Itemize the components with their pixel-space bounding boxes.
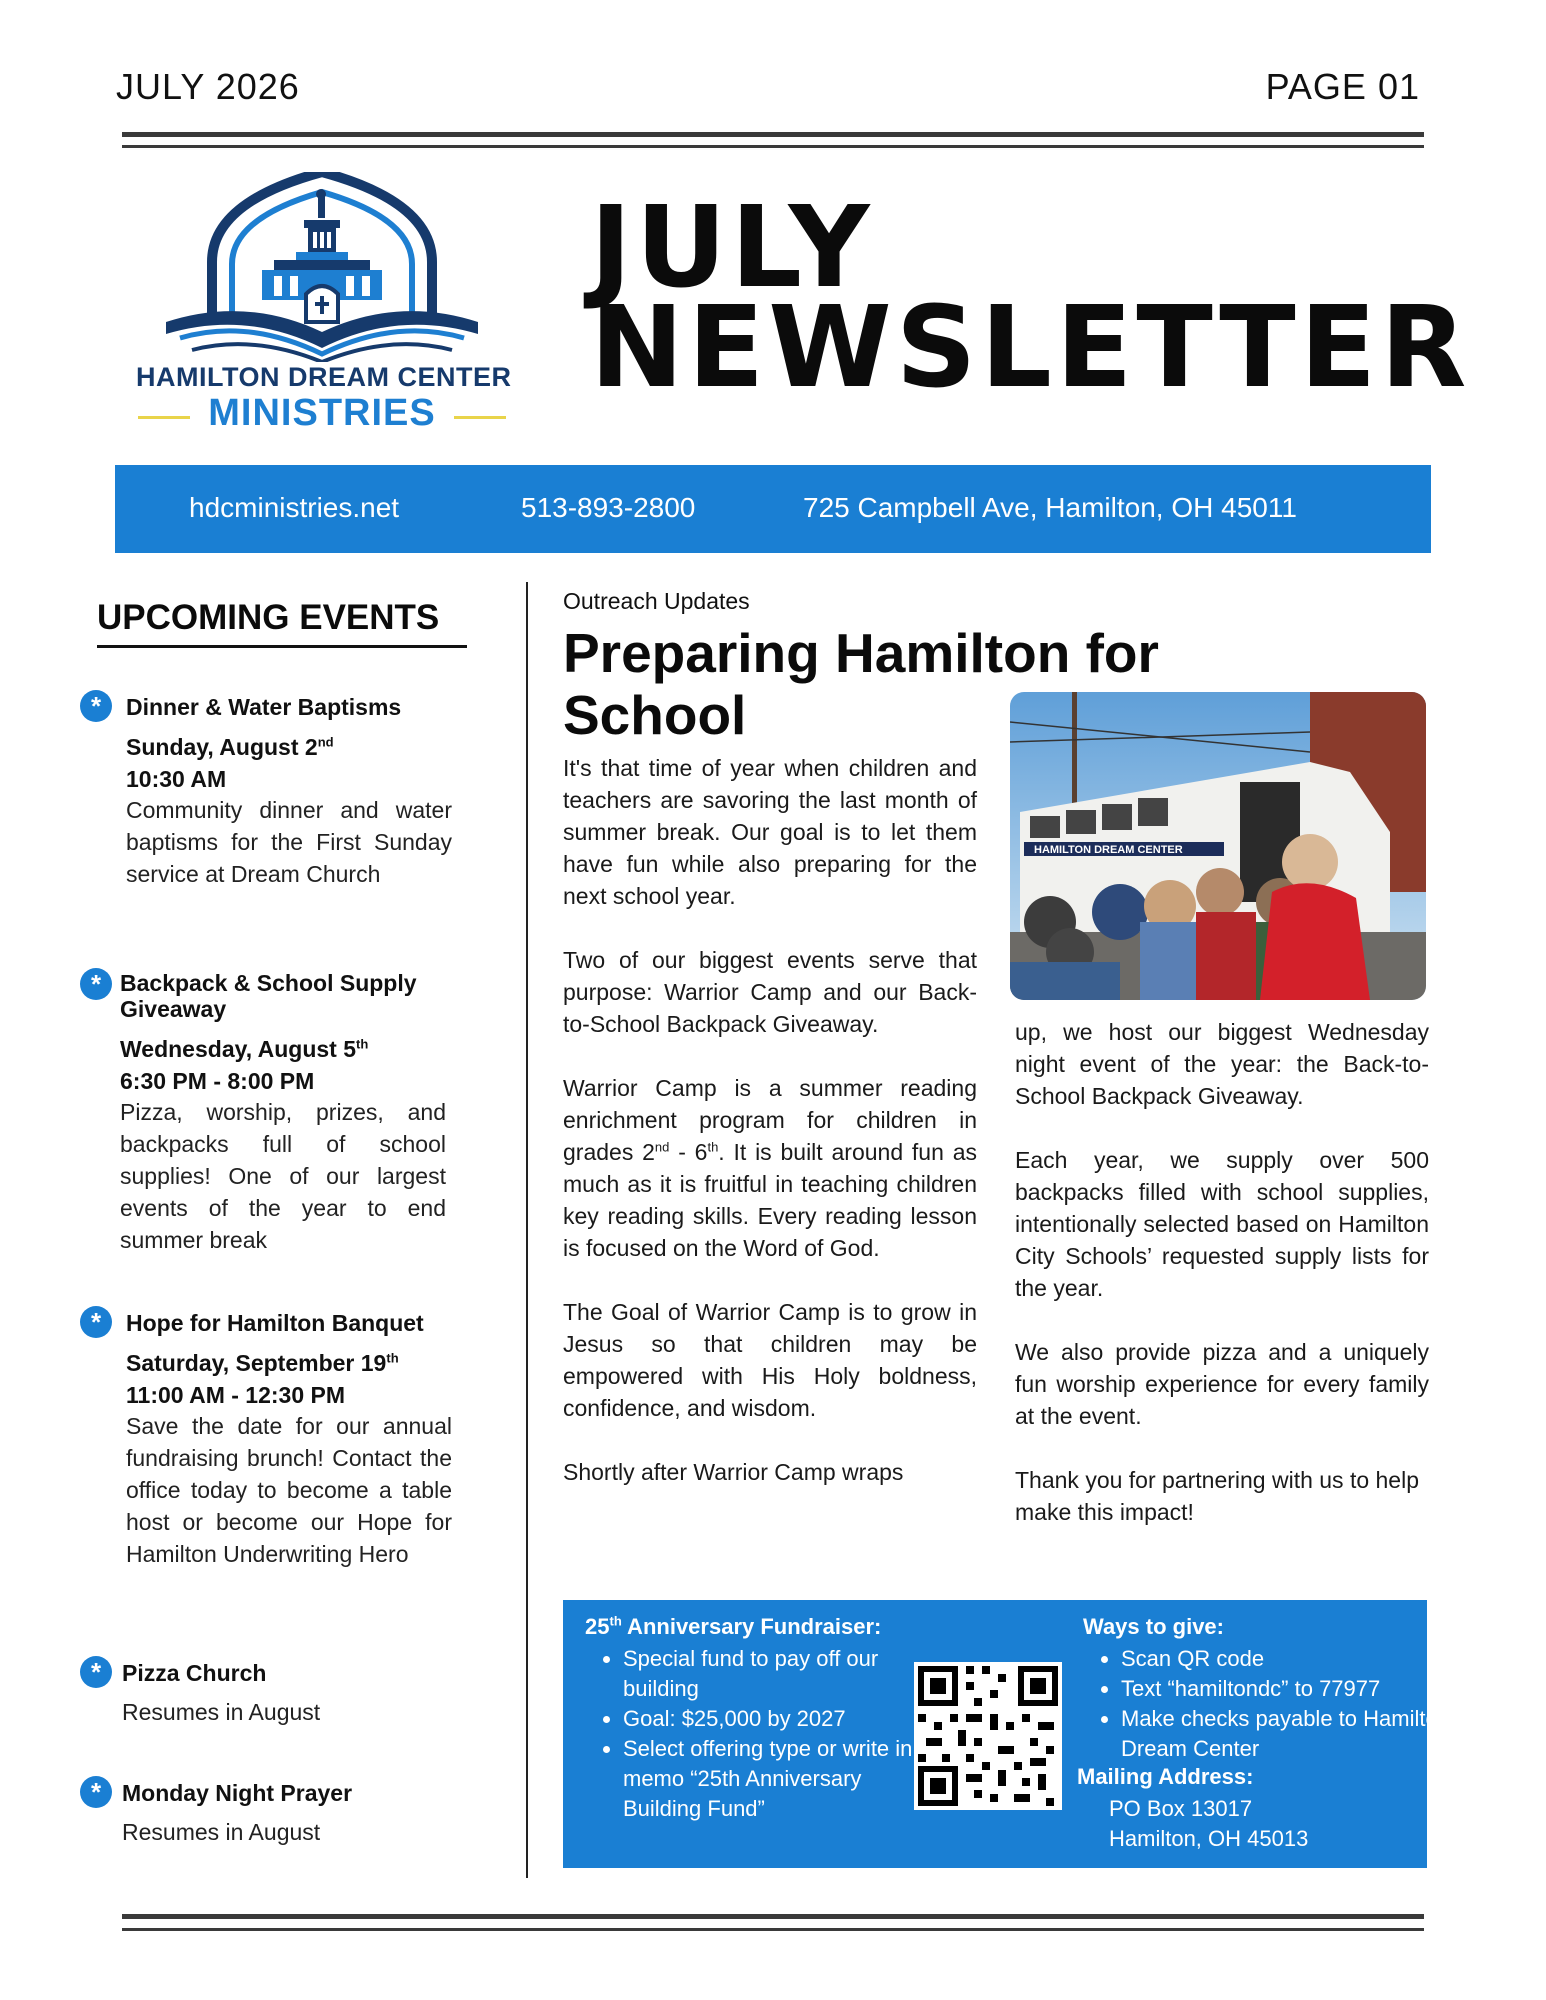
ways-to-give-heading: Ways to give:: [1083, 1614, 1224, 1639]
event-hope-banquet: [80, 1304, 460, 1624]
ways-to-give-list: [1093, 1644, 1451, 1764]
title-line2: NEWSLETTER: [590, 283, 1471, 413]
asterisk-bullet-icon: *: [80, 1776, 112, 1808]
list-item: • Select offering type or write in memo “25th Anniversary Building Fund”: [623, 1734, 919, 1824]
event-title: Dinner & Water Baptisms: [126, 694, 402, 720]
event-backpack-giveaway: [80, 966, 460, 1266]
event-title: Hope for Hamilton Banquet: [126, 1310, 424, 1336]
street-address: 725 Campbell Ave, Hamilton, OH 45011: [803, 492, 1297, 523]
header-rule-thick: [122, 132, 1424, 137]
event-time: 11:00 AM - 12:30 PM: [126, 1382, 346, 1408]
svg-text:HAMILTON DREAM CENTER: HAMILTON DREAM CENTER: [1034, 844, 1183, 856]
paragraph: up, we host our biggest Wednesday night event of the year: the Back-to-School Backpack Giveaway.: [1015, 1019, 1429, 1109]
event-date: Sunday, August 2nd: [126, 734, 334, 760]
event-description: Community dinner and water baptisms for the First Sunday service at Dream Church: [126, 797, 452, 887]
headline-line2: School: [563, 684, 747, 746]
event-description: Resumes in August: [122, 1699, 321, 1725]
paragraph: Shortly after Warrior Camp wraps: [563, 1459, 904, 1485]
page-number: PAGE 01: [1265, 66, 1420, 107]
phone-number[interactable]: 513-893-2800: [521, 492, 696, 523]
article-right-column: [1015, 1016, 1429, 1560]
event-time: 10:30 AM: [126, 766, 227, 792]
event-date: Saturday, September 19th: [126, 1350, 399, 1376]
list-item: • Goal: $25,000 by 2027: [623, 1704, 919, 1734]
fundraiser-heading: 25th Anniversary Fundraiser:: [585, 1613, 882, 1639]
paragraph: Two of our biggest events serve that purpose: Warrior Camp and our Back-to-School Backpack Giveaway.: [563, 947, 977, 1037]
issue-date: JULY 2026: [116, 66, 300, 107]
address-line2: Hamilton, OH 45013: [1109, 1826, 1309, 1851]
article-left-column: [563, 752, 977, 1520]
contact-bar: [115, 465, 1431, 553]
list-item: • Text “hamiltondc” to 77977: [1121, 1674, 1451, 1704]
list-item: • Scan QR code: [1121, 1644, 1451, 1674]
header-rule-thin: [122, 145, 1424, 148]
event-dinner-baptisms: [80, 688, 460, 928]
footer-rule-thin: [122, 1928, 1424, 1931]
paragraph: The Goal of Warrior Camp is to grow in Jesus so that children may be empowered with His Holy boldness, confidence, and wisdom.: [563, 1299, 977, 1421]
list-item: • Make checks payable to Hamilton Dream Center: [1121, 1704, 1451, 1764]
fundraiser-box: [563, 1600, 1450, 1868]
school-bus-photo-icon: [1010, 692, 1426, 1000]
website-link[interactable]: hdcministries.net: [189, 492, 400, 523]
logo-dash-right: [454, 416, 506, 419]
bus-photo: [1010, 692, 1426, 1000]
column-divider: [526, 582, 528, 1878]
paragraph: We also provide pizza and a uniquely fun worship experience for every family at the event.: [1015, 1339, 1429, 1429]
headline-line1: Preparing Hamilton for: [563, 622, 1159, 684]
asterisk-bullet-icon: *: [80, 690, 112, 722]
event-title: Pizza Church: [122, 1660, 267, 1686]
church-arch-logo-icon: [136, 172, 508, 362]
paragraph: Thank you for partnering with us to help make this impact!: [1015, 1467, 1420, 1525]
logo-text-line1: HAMILTON DREAM CENTER: [136, 362, 512, 392]
address-line1: PO Box 13017: [1109, 1796, 1253, 1821]
event-description: Save the date for our annual fundraising brunch! Contact the office today to become a table host or become our Hope for Hamilton Underwriting Hero: [126, 1413, 452, 1567]
event-title: Backpack & School Supply Giveaway: [120, 970, 417, 1022]
mailing-address: [1109, 1794, 1308, 1854]
logo-text-line2: MINISTRIES: [208, 392, 436, 434]
newsletter-title: [590, 183, 1471, 413]
paragraph: It's that time of year when children and teachers are savoring the last month of summer break. Our goal is to let them have fun while also preparing for the next school year.: [563, 755, 977, 909]
event-date: Wednesday, August 5th: [120, 1036, 369, 1062]
qr-code-icon[interactable]: [914, 1662, 1062, 1810]
logo: [136, 172, 512, 436]
paragraph: Each year, we supply over 500 backpacks filled with school supplies, intentionally selected based on Hamilton City Schools’ requested supply lists for the year.: [1015, 1147, 1429, 1301]
asterisk-bullet-icon: *: [80, 1306, 112, 1338]
event-monday-prayer: [80, 1774, 460, 1854]
event-description: Pizza, worship, prizes, and backpacks full of school supplies! One of our largest events of the year to end summer break: [120, 1099, 446, 1253]
event-time: 6:30 PM - 8:00 PM: [120, 1068, 315, 1094]
event-pizza-church: [80, 1654, 460, 1734]
title-line1: JULY: [590, 183, 874, 313]
list-item: • Special fund to pay off our building: [623, 1644, 919, 1704]
event-title: Monday Night Prayer: [122, 1780, 353, 1806]
asterisk-bullet-icon: *: [80, 1656, 112, 1688]
footer-rule-thick: [122, 1914, 1424, 1919]
article-kicker: Outreach Updates: [563, 588, 750, 614]
events-heading: UPCOMING EVENTS: [97, 598, 440, 637]
paragraph: Warrior Camp is a summer reading enrichment program for children in grades 2nd - 6th. It is built around fun as much as it is fruitful in teaching children key reading skills. Every reading lesson is focused on the Word of God.: [563, 1075, 977, 1261]
mailing-address-heading: Mailing Address:: [1077, 1764, 1254, 1789]
events-heading-underline: [97, 645, 467, 648]
fundraiser-bullet-list: [595, 1644, 919, 1824]
event-description: Resumes in August: [122, 1819, 321, 1845]
asterisk-bullet-icon: *: [80, 968, 112, 1000]
